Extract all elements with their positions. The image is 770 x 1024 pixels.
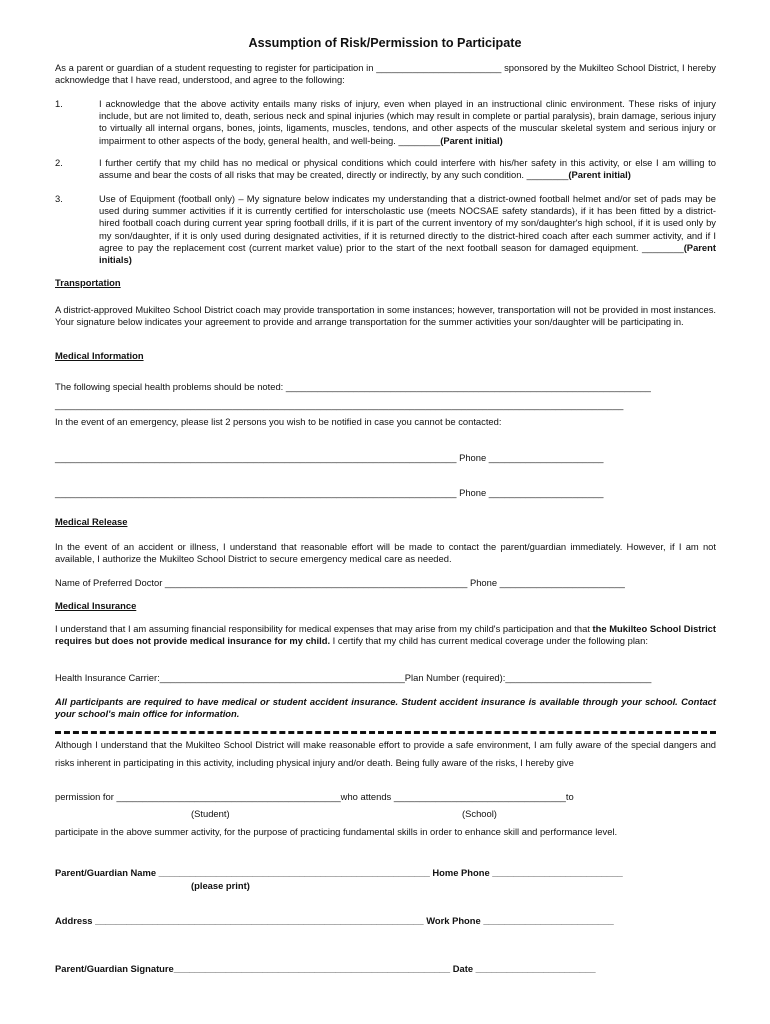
emergency-contact-line-2[interactable]: _____________________________________________________________________________ Phone ______________________: [55, 487, 604, 498]
medical-information-heading: Medical Information: [55, 350, 144, 361]
item-3: [99, 193, 716, 266]
parent-name-line[interactable]: Parent/Guardian Name ____________________________________________________ Home Phone _________________________: [55, 867, 623, 878]
item-1-text: I acknowledge that the above activity entails many risks of injury, even when played in an instructional clinic environment. These risks of injury include, but are not limited to, death, serious neck and spinal injuries (which may result in complete or partial paralysis), brain damage, serious injury to virtually all internal organs, bones, joints, ligaments, muscles, tendons, and other aspects of the muscular skeletal system and serious injury or impairment to other aspects of the body, general health, and well-being. ________: [99, 98, 716, 146]
intro-paragraph: As a parent or guardian of a student requesting to register for participation in ________________________ sponsored by the Mukilteo School District, I hereby acknowledge that I have read, understood, and agree to the following:: [55, 62, 716, 86]
item-3-text: Use of Equipment (football only) – My signature below indicates my understanding that a district-owned football helmet and/or set of pads may be used during summer activities if it is currently certified for interscholastic use (meets NOCSAE safety standards), if it has been fitted by a district-hired football coach during current year spring football drills, if it is part of the current inventory of my son/daughter's high school, if it is used only by my son/daughter, if it is only used during designated activities, if it is returned directly to the district-hired coach after each summer activity, and if I agree to pay the replacement cost (current market value) prior to the start of the next football season for damaged equipment. ________: [99, 193, 716, 253]
medical-release-text: In the event of an accident or illness, I understand that reasonable effort will be made to contact the parent/guardian immediately. However, if I am not available, I authorize the Mukilteo School District to secure emergency medical care as needed.: [55, 541, 716, 565]
health-problems-line-2[interactable]: _____________________________________________________________________________________________________________: [55, 399, 624, 410]
permission-purpose: participate in the above summer activity, for the purpose of practicing fundamental skills in order to enhance skill and performance level.: [55, 826, 618, 837]
medical-insurance-text: [55, 623, 716, 647]
item-1-initial: (Parent initial): [440, 134, 503, 146]
permission-text: Although I understand that the Mukilteo School District will make reasonable effort to provide a safe environment, I am fully aware of the special dangers and risks inherent in participating in this activity, including physical injury and/or death. Being fully aware of the risks, I hereby give: [55, 739, 716, 768]
item-3-initial: (Parent initials): [99, 241, 716, 266]
school-label: (School): [462, 808, 497, 819]
student-label: (Student): [191, 808, 230, 819]
item-number-2: 2.: [55, 157, 63, 168]
emergency-contacts-text: In the event of an emergency, please list 2 persons you wish to be notified in case you cannot be contacted:: [55, 416, 502, 427]
insurance-carrier-line[interactable]: Health Insurance Carrier:_______________________________________________Plan Number (required):____________________________: [55, 672, 652, 683]
permission-line[interactable]: permission for ___________________________________________who attends _________________________________to: [55, 791, 574, 802]
address-line[interactable]: Address _______________________________________________________________ Work Phone _________________________: [55, 915, 614, 926]
item-number-3: 3.: [55, 193, 63, 204]
insurance-text-a: I understand that I am assuming financial responsibility for medical expenses that may arise from my child's participation and that: [55, 623, 593, 634]
signature-line[interactable]: Parent/Guardian Signature_____________________________________________________ Date _______________________: [55, 963, 596, 974]
item-number-1: 1.: [55, 98, 63, 109]
emergency-contact-line-1[interactable]: _____________________________________________________________________________ Phone ______________________: [55, 452, 604, 463]
transportation-heading: Transportation: [55, 277, 121, 288]
form-title: Assumption of Risk/Permission to Participate: [248, 36, 522, 50]
medical-release-heading: Medical Release: [55, 516, 128, 527]
item-2-text: I further certify that my child has no medical or physical conditions which could interfere with his/her safety in this activity, or else I am willing to assume and bear the costs of all risks that may be created, directly or indirectly, by any such condition. ________: [99, 157, 716, 181]
insurance-text-b: I certify that my child has current medical coverage under the following plan:: [330, 635, 648, 647]
cut-line-divider: [55, 731, 716, 734]
please-print-label: (please print): [191, 880, 250, 891]
item-2: [99, 157, 716, 181]
insurance-notice: All participants are required to have medical or student accident insurance. Student accident insurance is available through your school. Contact your school's main office for information.: [55, 696, 716, 720]
insurance-text-bold: the Mukilteo School District requires but does not provide medical insurance for my child.: [55, 623, 717, 647]
medical-insurance-heading: Medical Insurance: [55, 600, 137, 611]
health-problems-line[interactable]: The following special health problems should be noted: ______________________________________________________________________: [55, 381, 651, 392]
transportation-text: A district-approved Mukilteo School District coach may provide transportation in some instances; however, transportation will not be provided in most instances. Your signature below indicates your agreement to provide and arrange transportation for the summer activities your son/daughter will be participating in.: [55, 304, 716, 328]
item-1: [99, 98, 716, 147]
preferred-doctor-line[interactable]: Name of Preferred Doctor __________________________________________________________ Phone ________________________: [55, 577, 625, 588]
item-2-initial: (Parent initial): [568, 169, 631, 181]
